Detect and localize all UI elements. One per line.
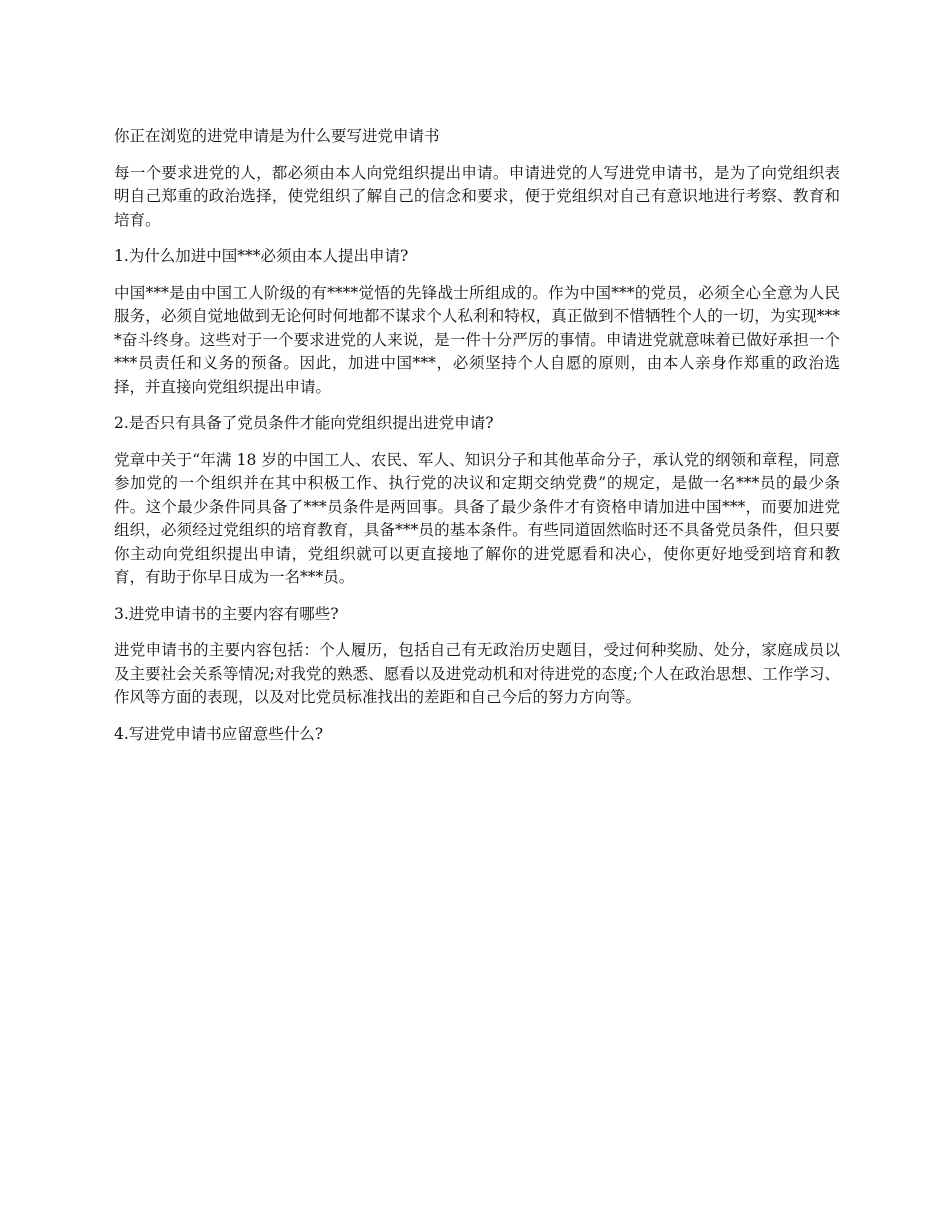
- section-1-body: 中国***是由中国工人阶级的有****觉悟的先锋战士所组成的。作为中国***的党员，必须全心全意为人民服务，必须自觉地做到无论何时何地都不谋求个人私利和特权，真正做到不惜牺牲个人的一切，为实现****奋斗终身。这些对于一个要求进党的人来说，是一件十分严厉的事情。申请进党就意味着已做好承担一个***员责任和义务的预备。因此，加进中国***，必须坚持个人自愿的原则，由本人亲身作郑重的政治选择，并直接向党组织提出申请。: [114, 283, 840, 396]
- intro-paragraph: 每一个要求进党的人，都必须由本人向党组织提出申请。申请进党的人写进党申请书，是为了向党组织表明自己郑重的政治选择，使党组织了解自己的信念和要求，便于党组织对自己有意识地进行考察、教育和培育。: [114, 163, 840, 229]
- section-3-body: 进党申请书的主要内容包括：个人履历，包括自己有无政治历史题目，受过何种奖励、处分，家庭成员以及主要社会关系等情况;对我党的熟悉、愿看以及进党动机和对待进党的态度;个人在政治思想、工作学习、作风等方面的表现，以及对比党员标准找出的差距和自己今后的努力方向等。: [114, 641, 840, 706]
- section-4-heading: 4.写进党申请书应留意些什么?: [114, 724, 324, 743]
- section-2-body: 党章中关于“年满 18 岁的中国工人、农民、军人、知识分子和其他革命分子，承认党的纲领和章程，同意参加党的一个组织并在其中积极工作、执行党的决议和定期交纳党费”的规定，是做一名***员的最少条件。这个最少条件同具备了***员条件是两回事。具备了最少条件才有资格申请加进中国***，而要加进党组织，必须经过党组织的培育教育，具备***员的基本条件。有些同道固然临时还不具备党员条件，但只要你主动向党组织提出申请，党组织就可以更直接地了解你的进党愿看和决心，使你更好地受到培育和教育，有助于你早日成为一名***员。: [114, 450, 840, 586]
- document-content: [114, 125, 840, 759]
- section-3-heading: 3.进党申请书的主要内容有哪些?: [114, 604, 339, 623]
- section-1-heading: 1.为什么加进中国***必须由本人提出申请?: [114, 247, 409, 265]
- document-title: 你正在浏览的进党申请是为什么要写进党申请书: [114, 127, 440, 145]
- section-2-heading: 2.是否只有具备了党员条件才能向党组织提出进党申请?: [114, 414, 494, 432]
